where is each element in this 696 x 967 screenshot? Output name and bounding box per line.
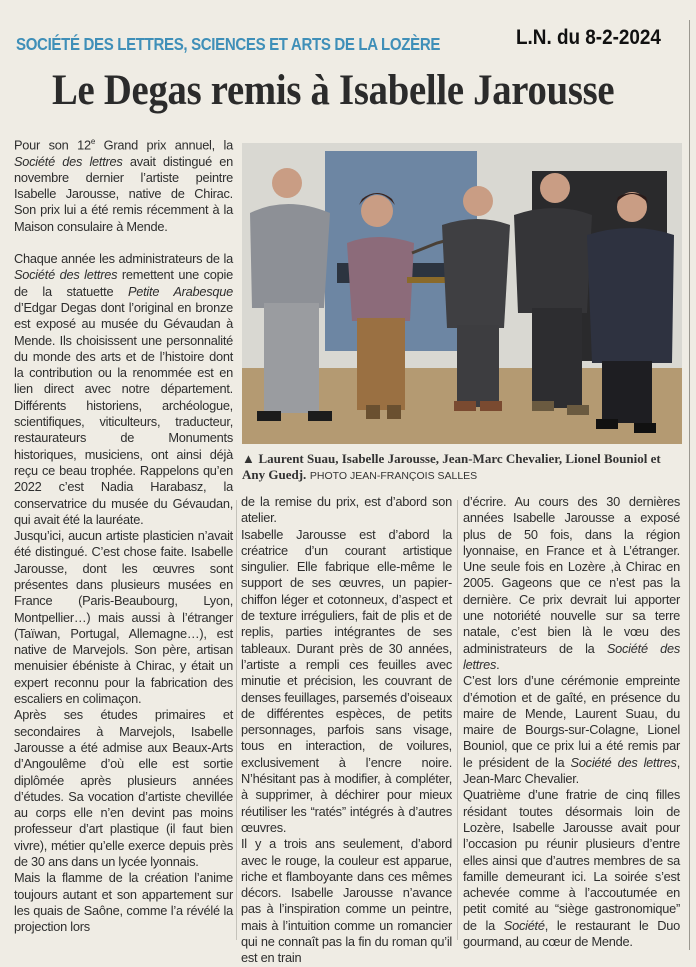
italic-text-run: Petite Arabesque xyxy=(127,283,234,299)
italic-text-run: Société des lettres xyxy=(570,754,677,770)
photo-credit: PHOTO JEAN-FRANÇOIS SALLES xyxy=(309,470,478,482)
article-column-3 xyxy=(463,494,680,950)
text-run: e xyxy=(90,137,96,146)
right-border xyxy=(689,20,690,950)
date-stamp: L.N. du 8-2-2024 xyxy=(516,26,661,49)
italic-text-run: Société des lettres xyxy=(14,267,118,283)
text-run: , Jean-Marc Chevalier. xyxy=(463,754,680,787)
article-column-1 xyxy=(14,134,233,936)
text-run: remettent une copie de la statuette xyxy=(14,267,233,299)
italic-text-run: Société des lettres xyxy=(463,640,681,672)
article-paragraph xyxy=(463,673,680,787)
headline: Le Degas remis à Isabelle Jarousse xyxy=(52,67,615,114)
article-paragraph xyxy=(14,251,233,528)
text-run: Jusqu’ici, aucun artiste plasticien n’avait été distingué. C’est chose faite. Isabelle Jarousse, dont les œuvres sont présentes dans plusieurs musées en France (Paris-Beaubourg, Lyon, Montpellier…) mais aussi à l’étranger (Taïwan, Portugal, Allemagne…), est native de Marvejols. Son père, artisan menuisier ébéniste à Chirac, y était un expert reconnu pour la fabrication des escaliers en colimaçon. xyxy=(14,528,233,707)
text-run: , le restaurant le Duo gourmand, au cœur de Mende. xyxy=(463,917,680,950)
column-divider xyxy=(457,500,458,940)
article-paragraph xyxy=(241,527,452,837)
caption-marker: ▲ xyxy=(242,451,255,466)
section-kicker: SOCIÉTÉ DES LETTRES, SCIENCES ET ARTS DE LA LOZÈRE xyxy=(16,34,441,54)
award-ceremony-photo xyxy=(242,143,682,444)
text-run: d’écrire. Au cours des 30 dernières années Isabelle Jarousse a exposé plus de 50 fois, dans la région lyonnaise, en France et à L’étranger. Une seule fois en Lozère ,à Chirac en 2005. Gageons que ce n’est pas la dernière. Ce prix devrait lui apporter une notoriété nouvelle sur sa terre natale, c’est bien là le vœu des administrateurs de la xyxy=(463,494,680,656)
text-run: d’Edgar Degas dont l’original en bronze est exposé au musée du Gévaudan à Mende. Ils choisissent une personnalité du monde des arts et de l’histoire dont la contribution ou la renommée est en lien direct avec notre département. Différents historiens, archéologue, scientifiques, viticulteurs, traducteur, restaurateurs de Monuments historiques, musiciens, ont ainsi déjà reçu ce beau trophée. Rappelons qu’en 2022 c’est Nadia Harabasz, la conservatrice du musée du Gévaudan, qui avait été la lauréate. xyxy=(14,299,233,527)
article-column-2 xyxy=(241,494,452,967)
text-run: C’est lors d’une cérémonie empreinte d’émotion et de gaîté, en présence du maire de Mende, Laurent Suau, du maire de Bourgs-sur-Colagne, Lionel Bouniol, que ce prix lui a été remis par le président de la xyxy=(463,673,680,770)
photo-caption xyxy=(242,451,682,484)
text-run: Il y a trois ans seulement, d’abord avec le rouge, la couleur est apparue, riche et flamboyante dans ces mêmes décors. Isabelle Jarousse n’avance pas à l’inspiration comme un peintre, mais à l’intuition comme un romancier qui ne connaît pas la fin du roman qu’il est en train xyxy=(241,836,452,966)
italic-text-run: Société xyxy=(503,917,545,933)
caption-names: Laurent Suau, Isabelle Jarousse, Jean-Marc Chevalier, Lionel Bouniol et Any Guedj. xyxy=(242,451,661,482)
article-paragraph xyxy=(14,528,233,707)
text-run: Quatrième d’une fratrie de cinq filles résidant toutes désormais loin de Lozère, Isabelle Jarousse avait pour l’occasion pu réunir plusieurs d’entre elles ainsi que d’autres membres de sa famille demeurant ici. La soirée s’est achevée comme à l’accoutumée en petit comité au “siège gastronomique” de la xyxy=(463,787,680,933)
article-paragraph xyxy=(241,494,452,527)
article-paragraph xyxy=(14,134,233,235)
text-run: Chaque année les administrateurs de la xyxy=(14,251,233,267)
article-paragraph xyxy=(463,787,680,950)
text-run: Pour son 12 xyxy=(14,137,91,153)
article-paragraph xyxy=(14,870,233,935)
article-paragraph xyxy=(241,836,452,966)
text-run: Grand prix annuel, la xyxy=(95,137,233,153)
text-run: . xyxy=(496,656,500,672)
text-run: avait distingué en novembre dernier l’artiste peintre Isabelle Jarousse, native de Chirac. Son prix lui a été remis récemment à la Maison consulaire à Mende. xyxy=(14,153,234,234)
text-run: Mais la flamme de la création l’anime toujours autant et son appartement sur les quais de Saône, comme l’a révélé la projection lors xyxy=(14,870,233,935)
column-divider xyxy=(236,500,237,940)
italic-text-run: Société des lettres xyxy=(14,153,123,169)
article-paragraph xyxy=(14,707,233,870)
text-run: Après ses études primaires et secondaires à Marvejols, Isabelle Jarousse a été admise aux Beaux-Arts d’Angoulême d’où elle est sortie diplômée après plusieurs années d’études. Sa vocation d’artiste chevillée au corps elle n’en devint pas moins professeur d’art plastique (il faut bien vivre), métier qu’elle exerce depuis près de 30 ans dans un lycée lyonnais. xyxy=(14,707,233,870)
text-run: Isabelle Jarousse est d’abord la créatrice d’un courant artistique singulier. Elle fabrique elle-même le support de ses œuvres, un papier-chiffon léger et cotonneux, d’aspect et de texture irréguliers, fait de plis et de replis, parties intégrantes de ses tableaux. Durant près de 30 années, l’artiste a rempli ces feuilles avec minutie et précision, les couvrant de denses feuillages, parsemés d’oiseaux de différentes espèces, de petits personnages, parfois sans visage, tous en interaction, de voilures, exclusivement à l’encre noire. N’hésitant pas à modifier, à compléter, à supprimer, à déchirer pour mieux réutiliser les “ratés” intégrés à d’autres œuvres. xyxy=(241,526,452,835)
text-run: de la remise du prix, est d’abord son atelier. xyxy=(241,494,452,526)
article-paragraph xyxy=(463,494,680,673)
degas-statuette-trophy xyxy=(407,277,447,283)
